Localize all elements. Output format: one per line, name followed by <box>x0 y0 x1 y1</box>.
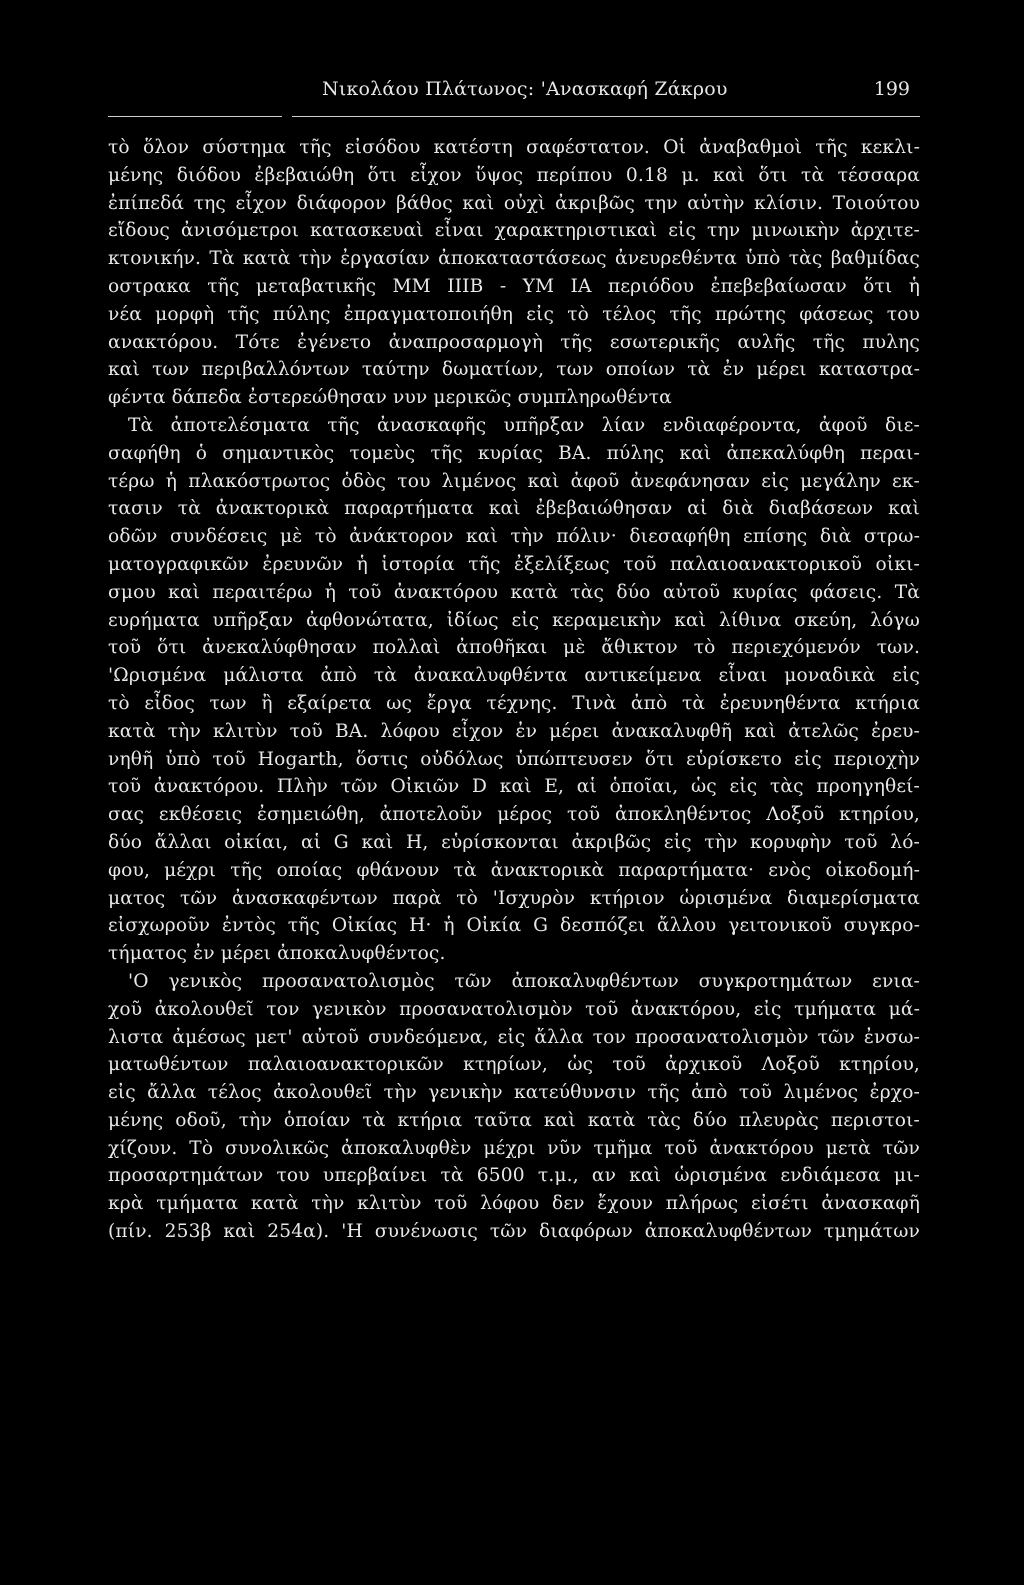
text-line: τὸ ὅλον σύστημα τῆς εἰσόδου κατέστη σαφέστατον. Οἱ ἀναβαθμοὶ τῆς κεκλι- <box>108 137 920 158</box>
text-line: ανακτόρου. Τότε ἐγένετο ἀναπροσαρμογὴ τῆς εσωτερικῆς αυλῆς τῆς πυλης <box>108 331 920 353</box>
text-line: χοῦ ἀκολουθεῖ τον γενικὸν προσανατολισμὸν τοῦ ἀνακτόρου, εἰς τμήματα μά- <box>108 998 920 1020</box>
text-line: μένης οδοῦ, τὴν ὁποίαν τὰ κτήρια ταῦτα καὶ κατὰ τὰς δύο πλευρὰς περιστοι- <box>108 1109 920 1131</box>
text-line: ἐπίπεδά της εἶχον διάφορον βάθος καὶ οὐχὶ ἀκριβῶς την αὐτὴν κλίσιν. Τοιούτου <box>108 192 920 214</box>
text-line: νέα μορφὴ τῆς πύλης ἐπραγματοποιήθη εἰς τὸ τέλος τῆς πρώτης φάσεως του <box>108 303 920 325</box>
text-line: 'Ωρισμένα μάλιστα ἀπὸ τὰ ἀνακαλυφθέντα αντικείμενα εἶναι μοναδικὰ εἰς <box>108 665 920 687</box>
text-line: μένης διόδου ἐβεβαιώθη ὅτι εἶχον ὕψος περίπου 0.18 μ. καὶ ὅτι τὰ τέσσαρα <box>108 164 920 186</box>
text-line: ευρήματα υπῆρξαν ἀφθονώτατα, ἰδίως εἰς κεραμεικὴν καὶ λίθινα σκεύη, λόγω <box>108 609 920 631</box>
text-line: κρὰ τμήματα κατὰ τὴν κλιτὺν τοῦ λόφου δεν ἔχουν πλήρως εἰσέτι ἀνασκαφῆ <box>108 1193 920 1215</box>
text-line: τασιν τὰ ἀνακτορικὰ παραρτήματα καὶ ἐβεβαιώθησαν αἱ διὰ διαβάσεων καὶ <box>108 498 920 520</box>
text-line: κτονικήν. Τὰ κατὰ τὴν ἐργασίαν ἀποκαταστάσεως ἀνευρεθέντα ὑπὸ τὰς βαθμίδας <box>108 248 920 270</box>
text-line: ματος τῶν ἀνασκαφέντων παρὰ τὸ 'Ισχυρὸν κτήριον ὡρισμένα διαμερίσματα <box>108 887 920 909</box>
text-line: σαφήθη ὁ σημαντικὸς τομεὺς τῆς κυρίας ΒΑ. πύλης καὶ ἀπεκαλύφθη περαι- <box>108 442 920 464</box>
text-line: νηθῆ ὑπὸ τοῦ Hogarth, ὅστις οὐδόλως ὑπώπτευσεν ὅτι εὑρίσκετο εἰς περιοχὴν <box>108 748 920 770</box>
text-line: τοῦ ὅτι ἀνεκαλύφθησαν πολλαὶ ἀποθῆκαι μὲ ἄθικτον τὸ περιεχόμενόν των. <box>108 637 920 659</box>
text-line: εἴδους ἀνισόμετροι κατασκευαὶ εἶναι χαρακτηριστικαὶ εἰς την μινωικὴν ἀρχιτε- <box>108 220 920 242</box>
text-line: ματωθέντων παλαιοανακτορικῶν κτηρίων, ὡς τοῦ ἀρχικοῦ Λοξοῦ κτηρίου, <box>108 1054 920 1076</box>
paragraph-start-line: 'Ο γενικὸς προσανατολισμὸς τῶν ἀποκαλυφθέντων συγκροτημάτων ενια- <box>128 970 920 992</box>
page-number: 199 <box>873 78 910 100</box>
running-header <box>108 78 918 106</box>
text-line: σμου καὶ περαιτέρω ἡ τοῦ ἀνακτόρου κατὰ τὰς δύο αὐτοῦ κυρίας φάσεις. Τὰ <box>108 581 920 603</box>
text-line: τὸ εἶδος των ἢ εξαίρετα ως ἔργα τέχνης. Τινὰ ἀπὸ τὰ ἐρευνηθέντα κτήρια <box>108 692 920 714</box>
running-head-title: Νικολάου Πλάτωνος: 'Ανασκαφή Ζάκρου <box>322 78 728 100</box>
text-line: σας εκθέσεις ἐσημειώθη, ἀποτελοῦν μέρος τοῦ ἀποκληθέντος Λοξοῦ κτηρίου, <box>108 804 920 826</box>
text-line: τοῦ ἀνακτόρου. Πλὴν τῶν Οἰκιῶν D καὶ E, αἱ ὁποῖαι, ὡς εἰς τὰς προηγηθεί- <box>108 776 920 798</box>
body-text <box>108 134 920 1246</box>
text-line: κατὰ τὴν κλιτὺν τοῦ ΒΑ. λόφου εἶχον ἐν μέρει ἀνακαλυφθῆ καὶ ἀτελῶς ἐρευ- <box>108 720 920 742</box>
paragraph-start-line: Τὰ ἀποτελέσματα τῆς ἀνασκαφῆς υπῆρξαν λίαν ενδιαφέροντα, ἀφοῦ διε- <box>128 414 920 436</box>
text-line: (πίν. 253β καὶ 254α). 'Η συνένωσις τῶν διαφόρων ἀποκαλυφθέντων τμημάτων <box>108 1221 920 1243</box>
text-line: προσαρτημάτων του υπερβαίνει τὰ 6500 τ.μ., αν καὶ ὡρισμένα ενδιάμεσα μι- <box>108 1165 920 1187</box>
text-line: φου, μέχρι τῆς οποίας φθάνουν τὰ ἀνακτορικὰ παραρτήματα· ενὸς οἰκοδομή- <box>108 859 920 881</box>
text-line: καὶ των περιβαλλόντων ταύτην δωματίων, των οποίων τὰ ἐν μέρει καταστρα- <box>108 359 920 381</box>
text-line: τήματος ἐν μέρει ἀποκαλυφθέντος. <box>108 943 446 965</box>
text-line: εἰς ἄλλα τέλος ἀκολουθεῖ τὴν γενικὴν κατεύθυνσιν τῆς ἀπὸ τοῦ λιμένος ἐρχο- <box>108 1082 920 1104</box>
text-line: εἰσχωροῦν ἐντὸς τῆς Οἰκίας H· ἡ Οἰκία G δεσπόζει ἄλλου γειτονικοῦ συγκρο- <box>108 915 920 937</box>
header-rule-gap <box>282 114 292 119</box>
text-line: ματογραφικῶν ἐρευνῶν ἡ ἱστορία τῆς ἐξελίξεως τοῦ παλαιοανακτορικοῦ οἰκι- <box>108 553 920 575</box>
text-line: τέρω ἡ πλακόστρωτος ὁδὸς του λιμένος καὶ ἀφοῦ ἀνεφάνησαν εἰς μεγάλην εκ- <box>108 470 920 492</box>
text-line: οδῶν συνδέσεις μὲ τὸ ἀνάκτορον καὶ τὴν πόλιν· διεσαφήθη επίσης διὰ στρω- <box>108 526 920 548</box>
text-line: δύο ἄλλαι οἰκίαι, αἱ G καὶ H, εὑρίσκονται ἀκριβῶς εἰς τὴν κορυφὴν τοῦ λό- <box>108 831 920 853</box>
text-line: φέντα δάπεδα ἐστερεώθησαν νυν μερικῶς συμπληρωθέντα <box>108 387 672 409</box>
text-line: οστρακα τῆς μεταβατικῆς ΜΜ ΙΙΙΒ - ΥΜ ΙΑ περιόδου ἐπεβεβαίωσαν ὅτι ἡ <box>108 275 920 297</box>
text-line: χίζουν. Τὸ συνολικῶς ἀποκαλυφθὲν μέχρι νῦν τμῆμα τοῦ ἀνακτόρου μετὰ τῶν <box>108 1137 920 1159</box>
text-line: λιστα ἀμέσως μετ' αὐτοῦ συνδεόμενα, εἰς ἄλλα τον προσανατολισμὸν τῶν ἐνσω- <box>108 1026 920 1048</box>
header-rule <box>108 116 920 117</box>
